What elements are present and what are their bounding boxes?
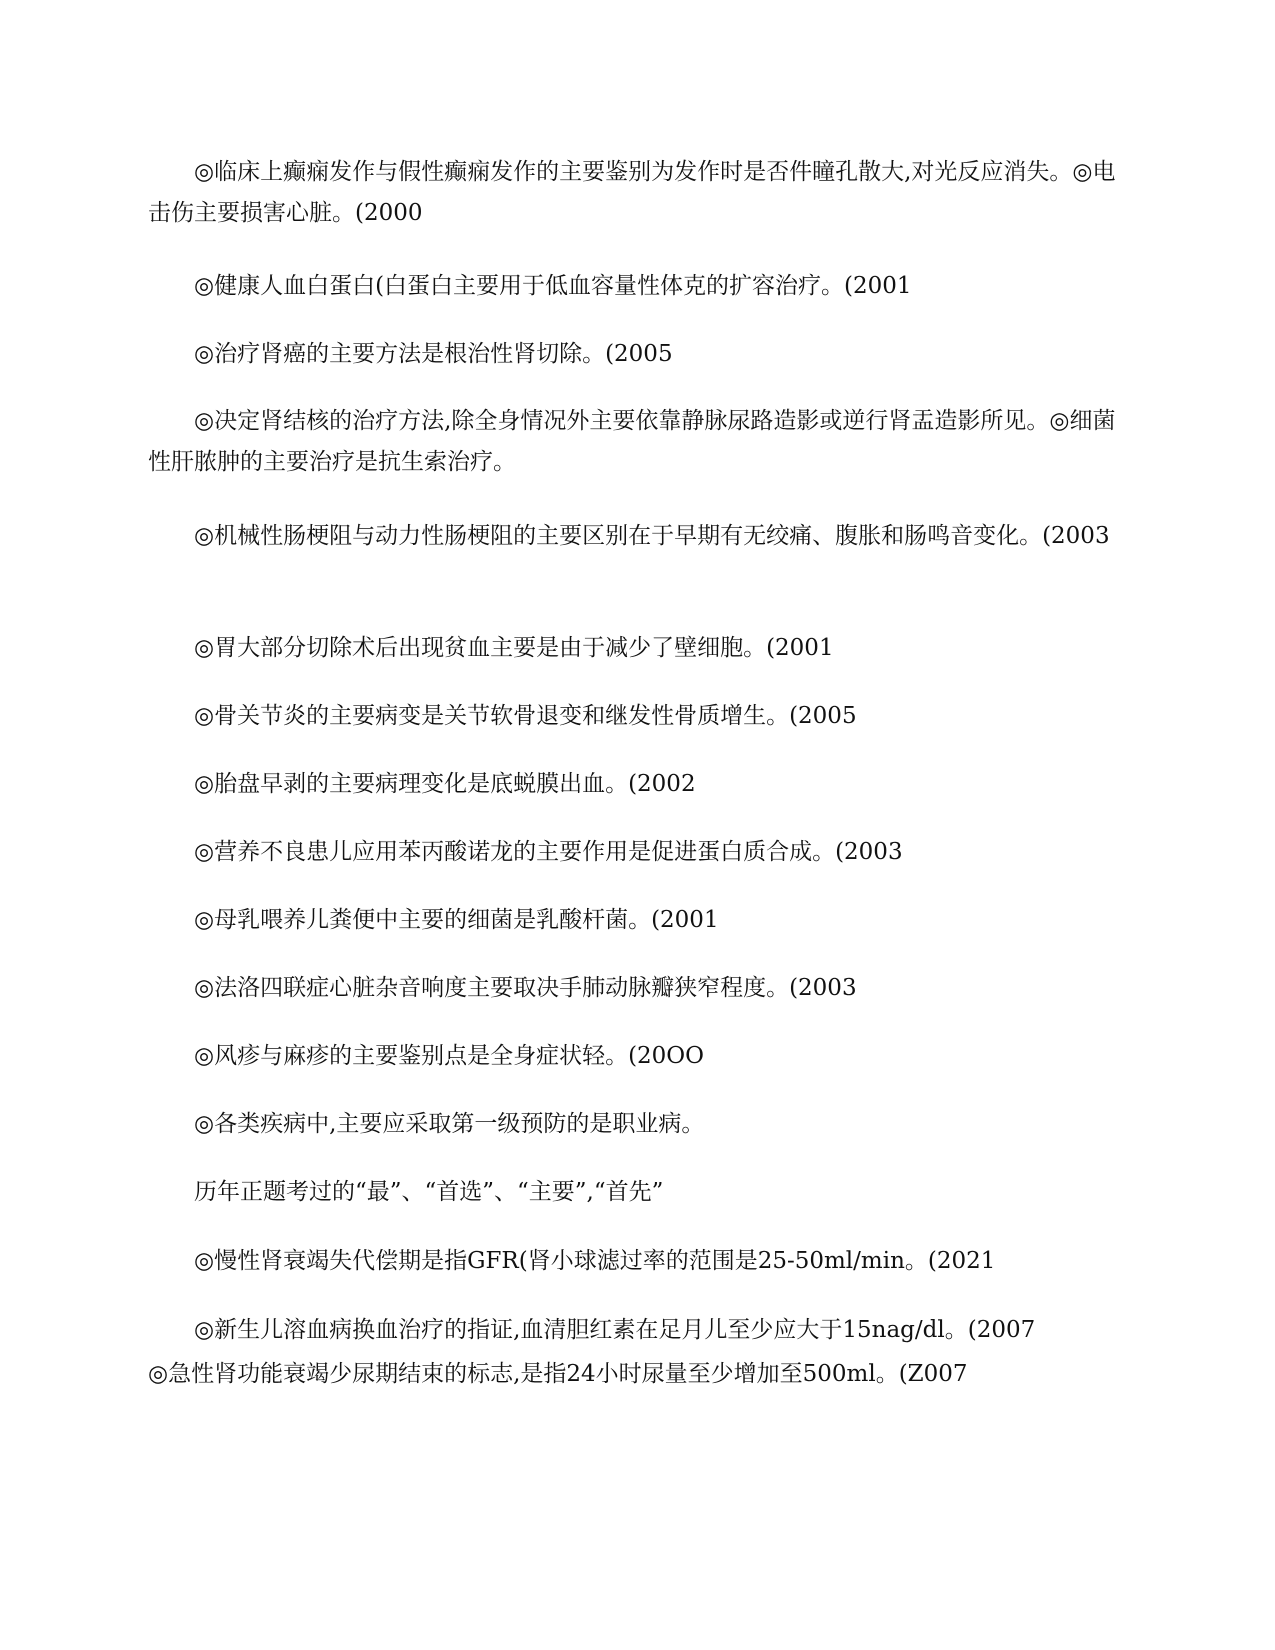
paragraph-15: ◎新生儿溶血病换血治疗的指证,血清胆红素在足月儿至少应大于15nag/dl。(2007 [194, 1317, 1036, 1343]
section-heading: 历年正题考过的“最”、“首选”、“主要”,“首先” [194, 1179, 664, 1205]
paragraph-6: ◎胃大部分切除术后出现贫血主要是由于减少了壁细胞。(2001 [194, 635, 834, 661]
paragraph-10: ◎母乳喂养儿粪便中主要的细菌是乳酸杆菌。(2001 [194, 907, 719, 933]
paragraph-12: ◎风疹与麻疹的主要鉴别点是全身症状轻。(20OO [194, 1043, 705, 1069]
paragraph-14: ◎慢性肾衰竭失代偿期是指GFR(肾小球滤过率的范围是25-50ml/min。(2021 [194, 1248, 996, 1274]
paragraph-13: ◎各类疾病中,主要应采取第一级预防的是职业病。 [194, 1111, 705, 1137]
paragraph-1: ◎临床上癫痫发作与假性癫痫发作的主要鉴别为发作时是否件瞳孔散大,对光反应消失。◎电击伤主要损害心脏。(2000 [148, 159, 1116, 226]
paragraph-7: ◎骨关节炎的主要病变是关节软骨退变和继发性骨质增生。(2005 [194, 703, 857, 729]
paragraph-9: ◎营养不良患儿应用苯丙酸诺龙的主要作用是促进蛋白质合成。(2003 [194, 839, 903, 865]
paragraph-8: ◎胎盘早剥的主要病理变化是底蜕膜出血。(2002 [194, 771, 696, 797]
paragraph-5: ◎机械性肠梗阻与动力性肠梗阻的主要区别在于早期有无绞痛、腹胀和肠鸣音变化。(2003 [194, 523, 1110, 549]
paragraph-3: ◎治疗肾癌的主要方法是根治性肾切除。(2005 [194, 341, 673, 367]
paragraph-2: ◎健康人血白蛋白(白蛋白主要用于低血容量性体克的扩容治疗。(2001 [194, 273, 912, 299]
paragraph-11: ◎法洛四联症心脏杂音响度主要取决手肺动脉瓣狭窄程度。(2003 [194, 975, 857, 1001]
paragraph-16: ◎急性肾功能衰竭少尿期结束的标志,是指24小时尿量至少增加至500ml。(Z007 [148, 1361, 968, 1387]
paragraph-4: ◎决定肾结核的治疗方法,除全身情况外主要依靠静脉尿路造影或逆行肾盂造影所见。◎细菌性肝脓肿的主要治疗是抗生索治疗。 [148, 408, 1116, 475]
